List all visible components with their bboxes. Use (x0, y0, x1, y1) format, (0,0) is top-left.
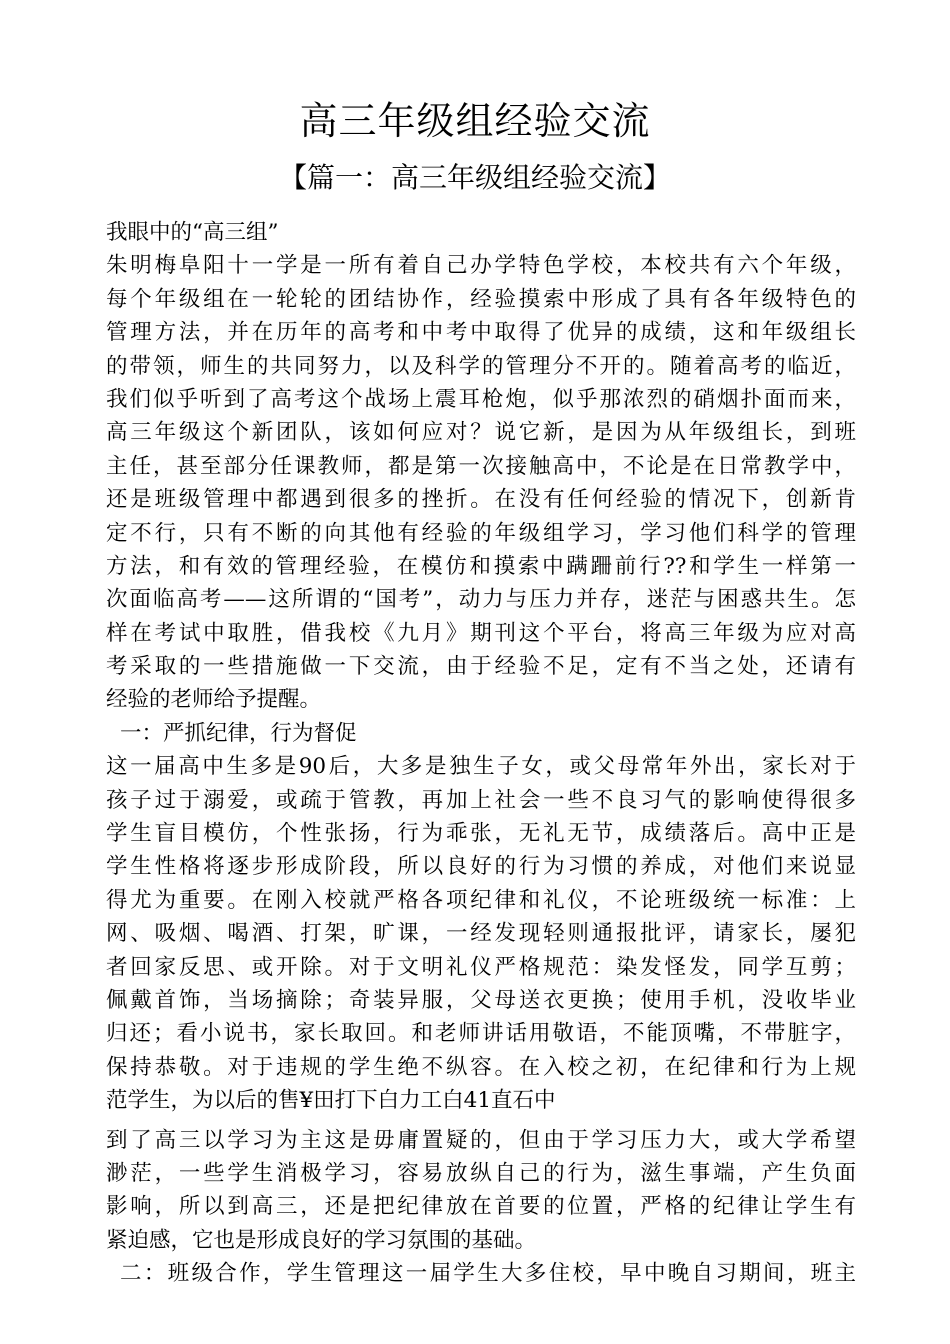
document-title: 高三年级组经验交流 (299, 99, 651, 143)
body-text-line: 范学生，为以后的售¥田打下白力工白41直石中 (106, 1088, 556, 1114)
body-text-line: 每个年级组在一轮轮的团结协作，经验摸索中形成了具有各年级特色的 (106, 286, 856, 312)
body-text-line: 紧迫感，它也是形成良好的学习氛围的基础。 (106, 1227, 537, 1253)
body-text-line: 管理方法，并在历年的高考和中考中取得了优异的成绩，这和年级组长 (106, 320, 856, 346)
body-text-line: 孩子过于溺爱，或疏于管教，再加上社会一些不良习气的影响使得很多 (106, 787, 856, 813)
body-text-line: 网、吸烟、喝酒、打架，旷课，一经发现轻则通报批评，请家长，屡犯 (106, 921, 856, 947)
body-text-line: 主任，甚至部分任课教师，都是第一次接触高中，不论是在日常教学中， (106, 453, 856, 479)
body-text-line: 保持恭敬。对于违规的学生绝不纵容。在入校之初，在纪律和行为上规 (106, 1054, 856, 1080)
body-text-line: 归还；看小说书，家长取回。和老师讲话用敬语，不能顶嘴，不带脏字， (106, 1021, 856, 1047)
body-text-line: 到了高三以学习为主这是毋庸置疑的，但由于学习压力大，或大学希望 (106, 1127, 856, 1153)
body-text-line: 这一届高中生多是90后，大多是独生子女，或父母常年外出，家长对于 (106, 754, 856, 780)
body-text-line: 经验的老师给予提醒。 (106, 687, 322, 713)
body-text-line: 佩戴首饰，当场摘除；奇装异服，父母送衣更换；使用手机，没收毕业 (106, 987, 856, 1013)
body-text-line: 次面临高考——这所谓的“国考”，动力与压力并存，迷茫与困惑共生。怎 (106, 587, 856, 613)
body-text-line: 方法，和有效的管理经验，在模仿和摸索中蹒跚前行??和学生一样第一 (106, 553, 856, 579)
body-text-line: 影响，所以到高三，还是把纪律放在首要的位置，严格的纪律让学生有 (106, 1194, 856, 1220)
document-subtitle: 【篇一：高三年级组经验交流】 (278, 161, 671, 194)
section-heading-line: 一：严抓纪律，行为督促 (120, 720, 357, 746)
body-text-line: 我眼中的“高三组” (106, 220, 279, 245)
body-text-line: 高三年级这个新团队，该如何应对？说它新，是因为从年级组长，到班 (106, 420, 856, 446)
body-text-line: 者回家反思、或开除。对于文明礼仪严格规范：染发怪发，同学互剪； (106, 954, 856, 980)
document-body (106, 216, 856, 1291)
body-text-line: 渺茫，一些学生消极学习，容易放纵自己的行为，滋生事端，产生负面 (106, 1160, 856, 1186)
body-text-line: 的带领，师生的共同努力，以及科学的管理分不开的。随着高考的临近， (106, 353, 856, 379)
body-text-line: 还是班级管理中都遇到很多的挫折。在没有任何经验的情况下，创新肯 (106, 487, 856, 513)
body-text-line: 学生性格将逐步形成阶段，所以良好的行为习惯的养成，对他们来说显 (106, 854, 856, 880)
section-heading-line: 二：班级合作，学生管理这一届学生大多住校，早中晚自习期间，班主 (120, 1261, 856, 1287)
body-text-line: 考采取的一些措施做一下交流，由于经验不足，定有不当之处，还请有 (106, 654, 856, 680)
body-text-line: 得尤为重要。在刚入校就严格各项纪律和礼仪，不论班级统一标准：上 (106, 887, 856, 913)
body-text-line: 我们似乎听到了高考这个战场上震耳枪炮，似乎那浓烈的硝烟扑面而来， (106, 386, 856, 412)
body-text-line: 学生盲目模仿，个性张扬，行为乖张，无礼无节，成绩落后。高中正是 (106, 821, 856, 847)
body-text-line: 朱明梅阜阳十一学是一所有着自己办学特色学校，本校共有六个年级， (106, 253, 856, 279)
body-text-line: 样在考试中取胜，借我校《九月》期刊这个平台，将高三年级为应对高 (106, 620, 856, 646)
body-text-line: 定不行，只有不断的向其他有经验的年级组学习，学习他们科学的管理 (106, 520, 856, 546)
